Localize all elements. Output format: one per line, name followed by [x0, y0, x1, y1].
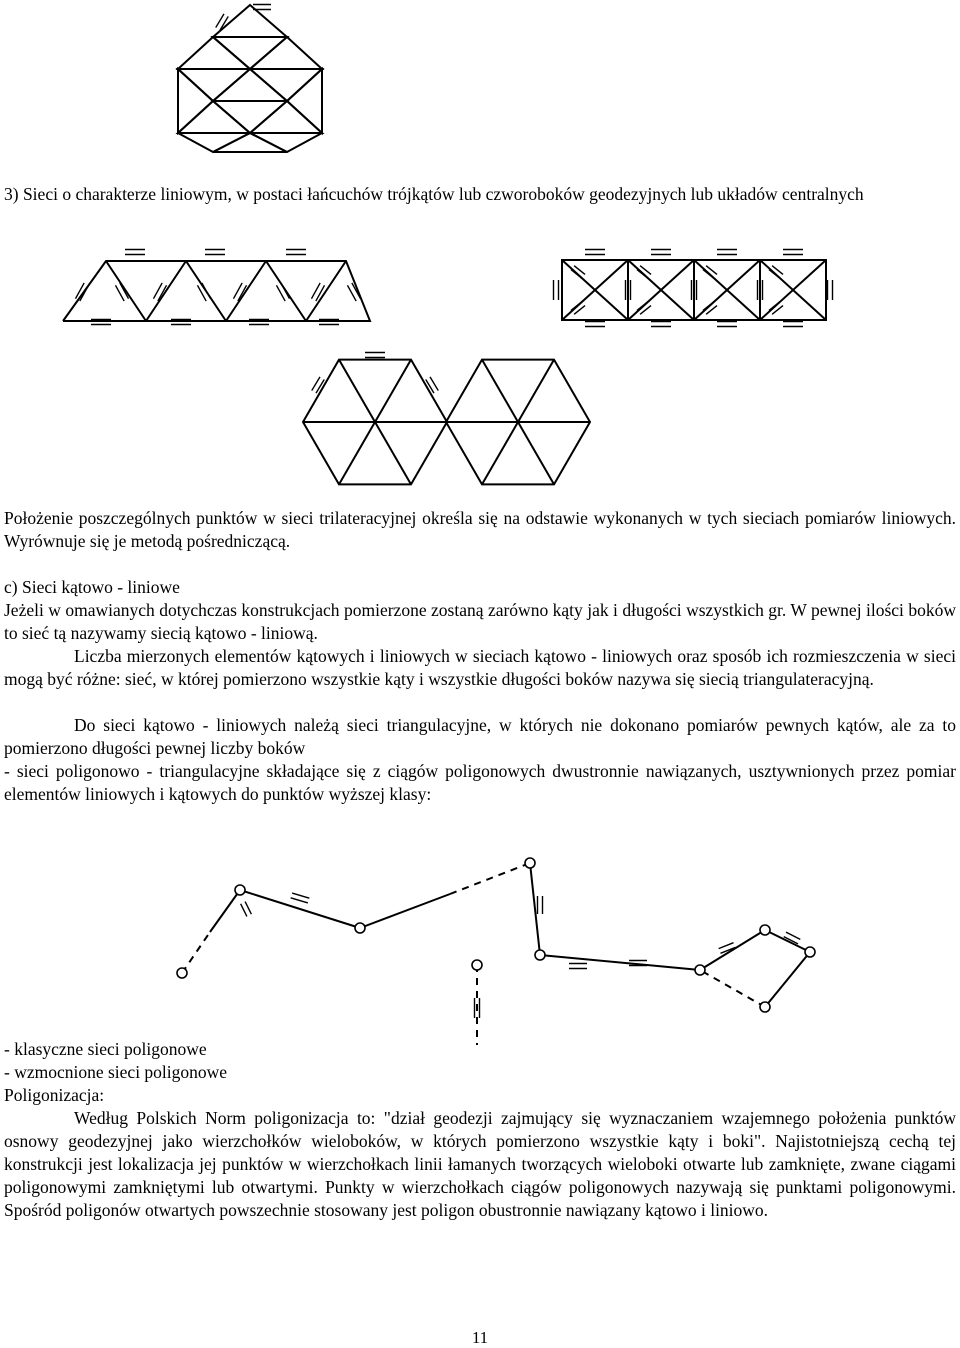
- traverse-point: [695, 965, 705, 975]
- traverse-point: [235, 885, 245, 895]
- traverse-point: [472, 960, 482, 970]
- poligonizacja-paragraph: Według Polskich Norm poligonizacja to: "dział geodezji zajmujący się wyznaczaniem wzajemnego położenia punktów osnowy geodezyjnej jako wierzchołków wieloboków, w których pomierzono wszystkie kąty i boki". Najistotniejszą cechą tej konstrukcji jest lokalizacja jej punktów w wierzchołkach linii łamanych tworzących wieloboki otwarte lub zamknięte, zwane ciągami poligonowymi zamkniętymi lub otwartymi. Punkty w wierzchołkach ciągów poligonowych nazywają się punktami poligonowymi. Spośród poligonów otwartych powszechnie stosowany jest poligon obustronnie nawiązany kątowo i liniowo.: [4, 1108, 956, 1220]
- trilateration-paragraph: Położenie poszczególnych punktów w sieci trilateracyjnej określa się na odstawie wykonanych w tych sieciach pomiarów liniowych. Wyrównuje się je metodą pośredniczącą.: [4, 508, 956, 551]
- central-spoke: [339, 422, 375, 484]
- list-item-classic-polygon: - klasyczne sieci poligonowe: [4, 1039, 207, 1059]
- central-spoke: [518, 360, 554, 422]
- traverse-point: [535, 950, 545, 960]
- central-spoke: [482, 360, 518, 422]
- measurement-tick-mark: [292, 893, 309, 898]
- traverse-point: [177, 968, 187, 978]
- network-edge: [540, 955, 700, 970]
- central-spoke: [339, 360, 375, 422]
- lattice-triangle: [178, 69, 213, 133]
- chain-outline: [63, 261, 370, 321]
- section-c-paragraph-3: Do sieci kątowo - liniowych należą sieci triangulacyjne, w których nie dokonano pomiarów pewnych kątów, ale za to pomierzono długości pewnej liczby boków: [4, 715, 956, 758]
- traverse-point: [760, 1002, 770, 1012]
- traverse-edge: [450, 863, 530, 894]
- lattice-triangle: [213, 101, 287, 133]
- geodetic-quadrilateral-chain-diagram: [554, 250, 833, 327]
- measurement-tick-mark: [291, 898, 308, 903]
- list-item-reinforced-polygon: - wzmocnione sieci poligonowe: [4, 1062, 228, 1082]
- central-spoke: [375, 360, 411, 422]
- network-edge: [226, 261, 266, 321]
- lattice-triangle: [213, 5, 287, 37]
- section-c-paragraph-2: Liczba mierzonych elementów kątowych i liniowych w sieciach kątowo - liniowych oraz sposób ich rozmieszczenia w sieci mogą być różne: sieć, w której pomierzono wszystkie kąty i wszystkie długości boków nazywa się siecią triangulateracyjną.: [4, 646, 956, 689]
- polygon-traverse-diagram: [177, 858, 815, 1045]
- lattice-triangle: [213, 69, 287, 101]
- traverse-point: [805, 947, 815, 957]
- central-spoke: [375, 422, 411, 484]
- network-edge: [700, 930, 765, 970]
- measurement-tick-mark: [241, 904, 247, 917]
- network-edge: [306, 261, 346, 321]
- network-edge: [106, 261, 146, 321]
- lattice-triangle: [250, 133, 322, 152]
- network-edge: [530, 863, 540, 955]
- triangle-chain-diagram: [63, 250, 370, 325]
- lattice-triangle: [213, 133, 287, 152]
- traverse-point: [760, 925, 770, 935]
- poligonizacja-heading: Poligonizacja:: [4, 1085, 105, 1105]
- traverse-point: [355, 923, 365, 933]
- lattice-triangle: [178, 37, 250, 69]
- lattice-triangle: [213, 37, 287, 69]
- traverse-edge: [700, 970, 765, 1007]
- lattice-triangle: [250, 37, 322, 69]
- central-spoke: [482, 422, 518, 484]
- lattice-triangle: [287, 69, 322, 133]
- lattice-triangle: [178, 133, 250, 152]
- network-edge: [146, 261, 186, 321]
- network-edge: [360, 894, 450, 928]
- lattice-triangle: [178, 69, 250, 101]
- lattice-triangle: [178, 101, 250, 133]
- central-spoke: [518, 422, 554, 484]
- section-c-paragraph-1: Jeżeli w omawianych dotychczas konstrukcjach pomierzone zostaną zarówno kąty jak i długości wszystkich gr. W pewnej ilości boków to sieć tą nazywamy siecią kątowo - liniową.: [4, 600, 956, 643]
- page-number: 11: [471, 1328, 489, 1347]
- measurement-tick-mark: [719, 943, 734, 949]
- measurement-tick-mark: [245, 902, 251, 915]
- section-3-heading: 3) Sieci o charakterze liniowym, w postaci łańcuchów trójkątów lub czworoboków geodezyjnych lub układów centralnych: [4, 184, 864, 204]
- network-edge: [210, 890, 240, 932]
- traverse-edge: [182, 932, 210, 973]
- hexagonal-triangle-network-diagram: [178, 5, 322, 153]
- lattice-triangle: [250, 69, 322, 101]
- lattice-triangle: [250, 101, 322, 133]
- section-c-paragraph-4: - sieci poligonowo - triangulacyjne składające się z ciągów poligonowych dwustronnie nawiązanych, usztywnionych przez pomiar elementów liniowych i kątowych do punktów wyższej klasy:: [4, 761, 956, 804]
- section-c-heading: c) Sieci kątowo - liniowe: [4, 577, 180, 597]
- traverse-point: [525, 858, 535, 868]
- central-systems-diagram: [303, 353, 590, 485]
- network-edge: [765, 952, 810, 1007]
